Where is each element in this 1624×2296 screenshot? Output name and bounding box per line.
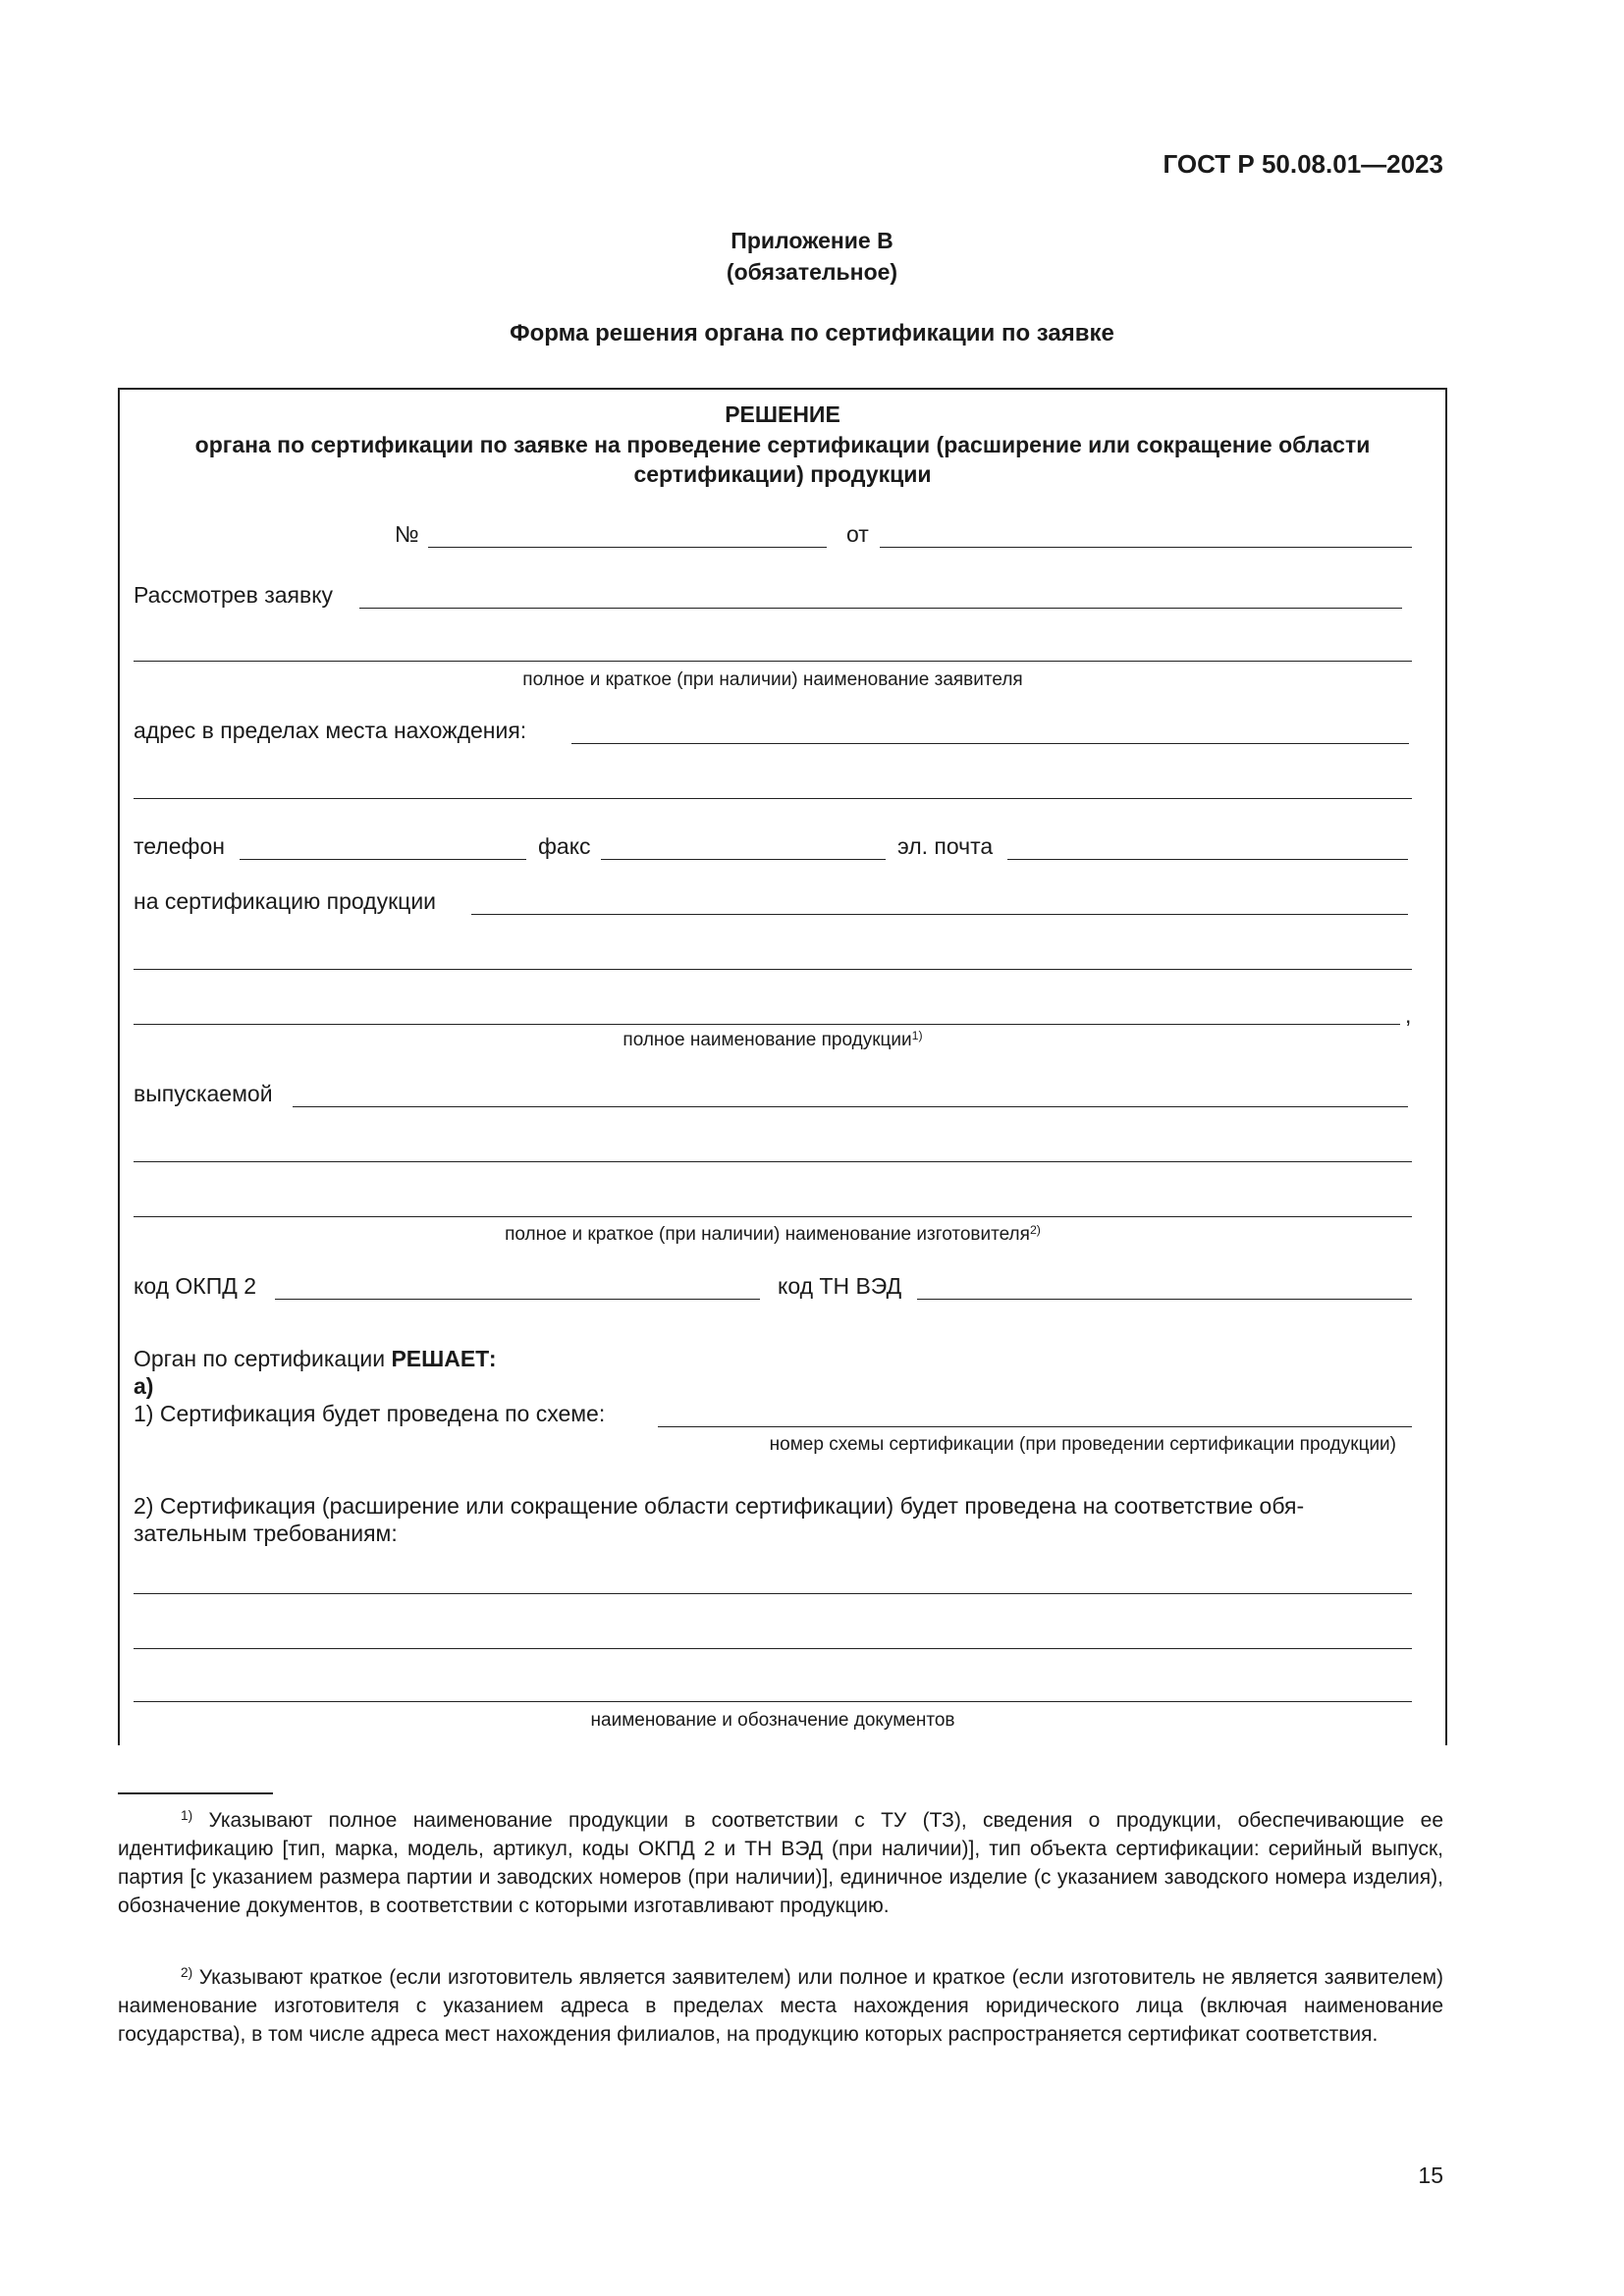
product-field-2[interactable]	[134, 969, 1412, 970]
date-field[interactable]	[880, 547, 1412, 548]
scheme-field[interactable]	[658, 1426, 1412, 1427]
product-caption: полное наименование продукции$^{1)}$	[623, 1028, 923, 1050]
documents-field-1[interactable]	[134, 1593, 1412, 1594]
form-heading: РЕШЕНИЕ	[725, 401, 840, 427]
applicant-field-2[interactable]	[134, 661, 1412, 662]
number-label: №	[395, 521, 419, 547]
product-field-1[interactable]	[471, 914, 1408, 915]
tnved-field[interactable]	[917, 1299, 1412, 1300]
form-subheading-line1: органа по сертификации по заявке на проведение сертификации (расширение или сокращение области	[194, 432, 1371, 457]
manufacturer-field-1[interactable]	[293, 1106, 1408, 1107]
documents-caption: наименование и обозначение документов	[590, 1710, 955, 1731]
requirements-line1: 2) Сертификация (расширение или сокращение области сертификации) будет проведена на соответствие обя-	[134, 1493, 1305, 1519]
item-a: а)	[134, 1373, 154, 1399]
manufacturer-field-2[interactable]	[134, 1161, 1412, 1162]
phone-field[interactable]	[240, 859, 526, 860]
tnved-label: код ТН ВЭД	[778, 1273, 902, 1299]
documents-field-3[interactable]	[134, 1701, 1412, 1702]
address-label: адрес в пределах места нахождения:	[134, 718, 527, 743]
fax-field[interactable]	[601, 859, 886, 860]
footnote-1: $^{1)}$ Указывают полное наименование продукции в соответствии с ТУ (ТЗ), сведения о продукции, обеспечивающие ее идентификацию [тип, марка, модель, артикул, коды ОКПД 2 и ТН ВЭД (при наличии)], тип объекта сертификации: серийный выпуск, партия [с указанием размера партии и заводских номеров (при наличии)], единичное изделие (с указанием заводского номера изделия), обозначение документов, в соответствии с которыми изготавливают продукцию.	[118, 1808, 1443, 1917]
address-field-1[interactable]	[571, 743, 1409, 744]
product-label: на сертификацию продукции	[134, 888, 437, 914]
footnote-2: $^{2)}$ Указывают краткое (если изготовитель является заявителем) или полное и краткое (если изготовитель не является заявителем) наименование изготовителя с указанием адреса в пределах места нахождения юридического лица (включая наименование государства), в том числе адреса мест нахождения филиалов, на продукцию которых распространяется сертификат соответствия.	[118, 1965, 1443, 2046]
address-field-2[interactable]	[134, 798, 1412, 799]
comma-mark: ,	[1405, 1002, 1412, 1028]
scheme-caption: номер схемы сертификации (при проведении сертификации продукции)	[769, 1434, 1396, 1455]
annex-title: Приложение В	[731, 228, 893, 253]
decision-form-frame	[118, 388, 1447, 1745]
email-label: эл. почта	[897, 833, 994, 859]
okpd-label: код ОКПД 2	[134, 1273, 256, 1299]
reviewed-label: Рассмотрев заявку	[134, 582, 334, 608]
page-number: 15	[1418, 2163, 1443, 2188]
produced-label: выпускаемой	[134, 1081, 273, 1106]
number-field[interactable]	[428, 547, 827, 548]
fax-label: факс	[538, 833, 591, 859]
applicant-field-1[interactable]	[359, 608, 1402, 609]
form-title: Форма решения органа по сертификации по заявке	[510, 320, 1114, 347]
footnote-separator	[118, 1792, 273, 1794]
footnote-ref-2: 2)	[1029, 1222, 1041, 1237]
product-field-3[interactable]	[134, 1024, 1400, 1025]
scheme-label: 1) Сертификация будет проведена по схеме:	[134, 1401, 606, 1426]
decides-line: Орган по сертификации РЕШАЕТ:	[134, 1346, 497, 1371]
manufacturer-caption: полное и краткое (при наличии) наименование изготовителя$^{2)}$	[505, 1222, 1041, 1245]
applicant-caption: полное и краткое (при наличии) наименование заявителя	[522, 669, 1023, 690]
form-subheading-line2: сертификации) продукции	[633, 461, 932, 487]
documents-field-2[interactable]	[134, 1648, 1412, 1649]
date-label: от	[846, 521, 869, 547]
requirements-line2: зательным требованиям:	[134, 1521, 398, 1546]
manufacturer-field-3[interactable]	[134, 1216, 1412, 1217]
footnote-ref-1: 1)	[911, 1028, 923, 1042]
email-field[interactable]	[1007, 859, 1408, 860]
okpd-field[interactable]	[275, 1299, 760, 1300]
annex-status: (обязательное)	[726, 259, 898, 285]
standard-number: ГОСТ Р 50.08.01—2023	[1163, 149, 1443, 179]
phone-label: телефон	[134, 833, 225, 859]
